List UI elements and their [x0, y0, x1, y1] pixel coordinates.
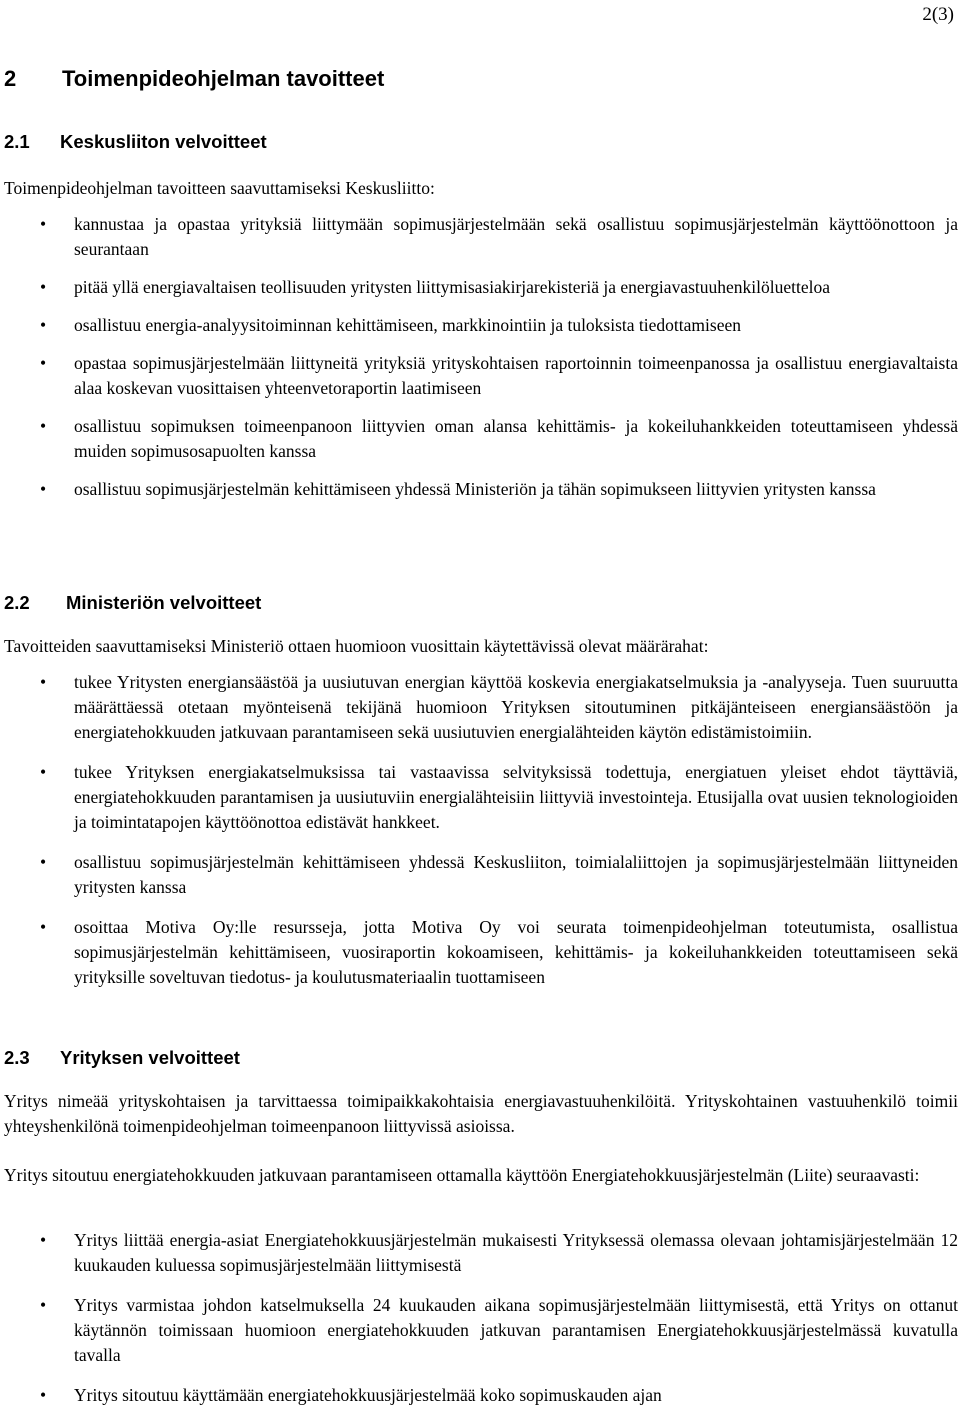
bullet-icon: •: [40, 917, 47, 937]
list-item: [0, 670, 958, 745]
list-item: [0, 1293, 958, 1368]
list-item-text: opastaa sopimusjärjestelmään liittyneitä yrityksiä yrityskohtaisen raportoinnin toimeenpanossa ja osallistuu energiavaltaista alaa koskevan vuosittaisen yhteenvetoraportin laatimiseen: [74, 353, 958, 398]
subsection-number: 2.1: [4, 131, 30, 152]
list-item-text: Yritys sitoutuu käyttämään energiatehokkuusjärjestelmää koko sopimuskauden ajan: [74, 1385, 662, 1405]
bullet-icon: •: [40, 1230, 47, 1250]
subsection-number: 2.2: [4, 592, 30, 613]
list-item: [0, 850, 958, 900]
bullet-icon: •: [40, 1385, 47, 1405]
list-item: [0, 1228, 958, 1278]
list-item-text: osoittaa Motiva Oy:lle resursseja, jotta Motiva Oy voi seurata toimenpideohjelman toteutumista, osallistua sopimusjärjestelmän kehittämiseen, vuosiraportin kokoamiseen, kehittämis- ja kokeiluhankkeiden toteuttamiseen sekä yrityksille soveltuvan tiedotus- ja koulutusmateriaalin tuottamiseen: [74, 917, 958, 987]
paragraph-2-3-b: Yritys sitoutuu energiatehokkuuden jatkuvaan parantamiseen ottamalla käyttöön Energiatehokkuusjärjestelmän (Liite) seuraavasti:: [4, 1165, 920, 1185]
list-item-text: osallistuu energia-analyysitoiminnan kehittämiseen, markkinointiin ja tuloksista tiedottamiseen: [74, 315, 741, 335]
list-item: [0, 351, 958, 401]
list-item: [0, 414, 958, 464]
list-item: [0, 1383, 958, 1408]
bullet-list-2-2: [0, 670, 958, 990]
subsection-number: 2.3: [4, 1047, 30, 1068]
list-item: [0, 212, 958, 262]
list-item-text: pitää yllä energiavaltaisen teollisuuden yritysten liittymisasiakirjarekisteriä ja energiavastuuhenkilöluetteloa: [74, 277, 830, 297]
list-item: [0, 477, 958, 502]
list-item-text: tukee Yrityksen energiakatselmuksissa tai vastaavissa selvityksissä todettuja, energiatuen yleiset ehdot täyttäviä, energiatehokkuuden parantamisen ja uusiutuviin energialähteisiin liittyviä investointeja. Etusijalla ovat uusien teknologioiden ja toimintatapojen käyttöönottoa edistävät hankkeet.: [74, 762, 958, 832]
bullet-icon: •: [40, 762, 47, 782]
bullet-icon: •: [40, 672, 47, 692]
bullet-icon: •: [40, 214, 47, 234]
bullet-list-2-3: [0, 1228, 958, 1408]
bullet-list-2-1: [0, 212, 958, 502]
subsection-heading-2-3: [4, 1047, 240, 1069]
subsection-title: Yrityksen velvoitteet: [60, 1047, 240, 1068]
subsection-title: Ministeriön velvoitteet: [66, 592, 262, 613]
paragraph-2-3-a: Yritys nimeää yrityskohtaisen ja tarvittaessa toimipaikkakohtaisia energiavastuuhenkilöitä. Yrityskohtainen vastuuhenkilö toimii yhteyshenkilönä toimenpideohjelman toimeenpanoon liittyvissä asioissa.: [4, 1091, 958, 1136]
bullet-icon: •: [40, 353, 47, 373]
list-item-text: Yritys varmistaa johdon katselmuksella 24 kuukauden aikana sopimusjärjestelmään liittymisestä, että Yritys on ottanut käytännön toimissaan huomioon energiatehokkuuden jatkuvan parantamisen Energiatehokkuusjärjestelmässä kuvatulla tavalla: [74, 1295, 958, 1365]
bullet-icon: •: [40, 315, 47, 335]
bullet-icon: •: [40, 277, 47, 297]
list-item: [0, 313, 958, 338]
list-item: [0, 275, 958, 300]
list-item-text: osallistuu sopimusjärjestelmän kehittämiseen yhdessä Ministeriön ja tähän sopimukseen liittyvien yritysten kanssa: [74, 479, 876, 499]
subsection-heading-2-2: [4, 592, 261, 614]
section-title: Toimenpideohjelman tavoitteet: [62, 66, 385, 91]
list-item-text: osallistuu sopimuksen toimeenpanoon liittyvien oman alansa kehittämis- ja kokeiluhankkeiden toteuttamiseen yhdessä muiden sopimusosapuolten kanssa: [74, 416, 958, 461]
list-item-text: Yritys liittää energia-asiat Energiatehokkuusjärjestelmän mukaisesti Yrityksessä olemassa olevaan johtamisjärjestelmään 12 kuukauden kuluessa sopimusjärjestelmään liittymisestä: [74, 1230, 958, 1275]
subsection-heading-2-1: [4, 131, 267, 153]
intro-paragraph-2-1: Toimenpideohjelman tavoitteen saavuttamiseksi Keskusliitto:: [4, 178, 435, 198]
bullet-icon: •: [40, 852, 47, 872]
list-item-text: osallistuu sopimusjärjestelmän kehittämiseen yhdessä Keskusliiton, toimialaliittojen ja sopimusjärjestelmään liittyneiden yritysten kanssa: [74, 852, 958, 897]
bullet-icon: •: [40, 416, 47, 436]
list-item: [0, 760, 958, 835]
page-number: 2(3): [922, 4, 954, 25]
section-heading-2: [4, 66, 384, 92]
bullet-icon: •: [40, 479, 47, 499]
list-item: [0, 915, 958, 990]
subsection-title: Keskusliiton velvoitteet: [60, 131, 267, 152]
section-number: 2: [4, 66, 17, 91]
list-item-text: kannustaa ja opastaa yrityksiä liittymään sopimusjärjestelmään sekä osallistuu sopimusjärjestelmän käyttöönottoon ja seurantaan: [74, 214, 958, 259]
list-item-text: tukee Yritysten energiansäästöä ja uusiutuvan energian käyttöä koskevia energiakatselmuksia ja -analyyseja. Tuen suuruutta määrättäessä otetaan myönteisenä tekijänä huomioon Yrityksen sitoutuminen pitkäjänteiseen energiansäästöön ja energiatehokkuuden jatkuvaan parantamiseen sekä uusiutuvien energialähteiden käytön edistämistoimiin.: [74, 672, 958, 742]
intro-paragraph-2-2: Tavoitteiden saavuttamiseksi Ministeriö ottaen huomioon vuosittain käytettävissä olevat määrärahat:: [4, 636, 709, 656]
bullet-icon: •: [40, 1295, 47, 1315]
